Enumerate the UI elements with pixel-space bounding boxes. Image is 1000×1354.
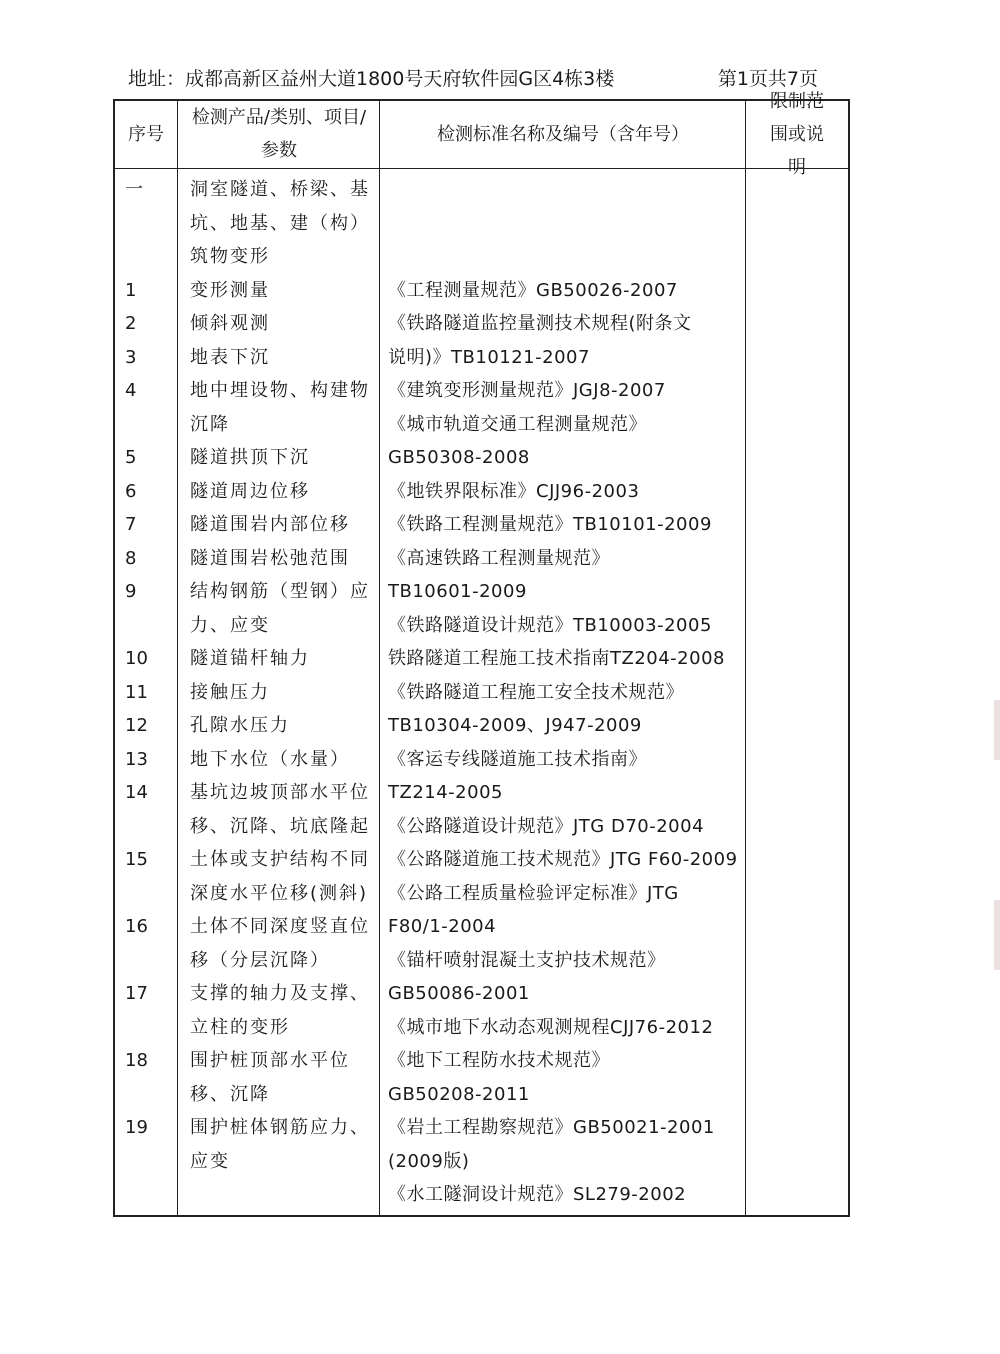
row-item: 隧道拱顶下沉 bbox=[190, 447, 310, 468]
row-standard: 说明)》TB10121-2007 bbox=[388, 346, 590, 368]
standards-table bbox=[113, 90, 850, 1217]
scan-artifact bbox=[994, 900, 1000, 970]
row-item: 应变 bbox=[190, 1150, 230, 1172]
row-item: 隧道周边位移 bbox=[190, 480, 310, 502]
row-standard: (2009版) bbox=[388, 1150, 470, 1172]
row-item: 深度水平位移(测斜) bbox=[190, 882, 369, 904]
row-standard: 《公路工程质量检验评定标准》JTG bbox=[388, 882, 679, 904]
row-item: 隧道锚杆轴力 bbox=[190, 648, 310, 669]
row-standard: 铁路隧道工程施工技术指南TZ204-2008 bbox=[388, 648, 725, 669]
row-number: 7 bbox=[125, 514, 137, 535]
row-item: 立柱的变形 bbox=[190, 1016, 290, 1038]
row-number: 13 bbox=[125, 748, 148, 770]
row-standard: 《工程测量规范》GB50026-2007 bbox=[388, 279, 678, 301]
row-standard: 《地铁界限标准》CJJ96-2003 bbox=[388, 480, 640, 502]
row-standard: 《城市轨道交通工程测量规范》 bbox=[388, 413, 647, 435]
row-number: 10 bbox=[125, 648, 148, 669]
row-standard: F80/1-2004 bbox=[388, 916, 497, 937]
row-number: 2 bbox=[125, 313, 137, 334]
row-item: 隧道围岩内部位移 bbox=[190, 514, 350, 535]
row-number: 3 bbox=[125, 346, 137, 368]
row-number: 19 bbox=[125, 1117, 148, 1138]
row-item: 接触压力 bbox=[190, 681, 270, 703]
column-header-item: 检测产品/类别、项目/参数 bbox=[191, 107, 367, 161]
row-item: 筑物变形 bbox=[190, 246, 270, 267]
row-item: 力、应变 bbox=[190, 614, 270, 636]
row-item: 变形测量 bbox=[190, 279, 270, 301]
row-item: 坑、地基、建（构） bbox=[190, 212, 370, 234]
row-standard: TB10601-2009 bbox=[388, 581, 527, 602]
row-standard: 《水工隧洞设计规范》SL279-2002 bbox=[388, 1184, 687, 1205]
row-item: 倾斜观测 bbox=[190, 313, 270, 334]
row-standard: GB50208-2011 bbox=[388, 1083, 530, 1105]
column-header-number: 序号 bbox=[128, 123, 164, 145]
row-standard: 《地下工程防水技术规范》 bbox=[388, 1050, 610, 1071]
row-standard: 《锚杆喷射混凝土支护技术规范》 bbox=[388, 949, 666, 971]
row-item: 沉降 bbox=[190, 413, 230, 435]
row-item: 支撑的轴力及支撑、 bbox=[190, 983, 370, 1004]
row-standard: 《铁路隧道工程施工安全技术规范》 bbox=[388, 681, 684, 703]
row-number: 6 bbox=[125, 480, 137, 502]
row-number: 14 bbox=[125, 782, 148, 803]
row-item: 移（分层沉降） bbox=[190, 949, 330, 971]
row-item: 隧道围岩松弛范围 bbox=[190, 547, 350, 569]
row-item: 围护桩体钢筋应力、 bbox=[190, 1117, 370, 1138]
row-standard: TZ214-2005 bbox=[388, 782, 503, 803]
row-number: 15 bbox=[125, 849, 148, 870]
row-item: 土体不同深度竖直位 bbox=[190, 916, 370, 937]
row-standard: 《城市地下水动态观测规程CJJ76-2012 bbox=[388, 1016, 714, 1038]
column-header-limits: 限制范围或说明 bbox=[770, 90, 824, 178]
row-item: 地下水位（水量） bbox=[190, 748, 350, 770]
header-divider bbox=[115, 168, 848, 169]
row-number: 8 bbox=[125, 547, 137, 569]
row-item: 基坑边坡顶部水平位 bbox=[190, 782, 370, 803]
row-number: 1 bbox=[125, 279, 137, 301]
row-item: 结构钢筋（型钢）应 bbox=[190, 581, 370, 602]
row-standard: 《客运专线隧道施工技术指南》 bbox=[388, 748, 647, 770]
row-standard: GB50086-2001 bbox=[388, 983, 530, 1004]
page-header bbox=[128, 64, 818, 94]
row-standard: 《公路隧道设计规范》JTG D70-2004 bbox=[388, 815, 705, 837]
row-standard: 《铁路隧道设计规范》TB10003-2005 bbox=[388, 614, 712, 636]
row-standard: TB10304-2009、J947-2009 bbox=[388, 715, 642, 736]
row-number: 11 bbox=[125, 681, 148, 703]
row-standard: 《岩土工程勘察规范》GB50021-2001 bbox=[388, 1117, 715, 1138]
column-divider bbox=[745, 101, 746, 1215]
row-item: 移、沉降、坑底隆起 bbox=[190, 815, 370, 837]
row-number: 一 bbox=[125, 179, 143, 200]
row-number: 12 bbox=[125, 715, 148, 736]
row-item: 地表下沉 bbox=[190, 346, 270, 368]
row-standard: 《公路隧道施工技术规范》JTG F60-2009 bbox=[388, 849, 738, 870]
row-number: 17 bbox=[125, 983, 148, 1004]
address-text: 地址：成都高新区益州大道1800号天府软件园G区4栋3楼 bbox=[128, 68, 615, 90]
row-item: 地中埋设物、构建物 bbox=[190, 380, 370, 401]
row-standard: GB50308-2008 bbox=[388, 447, 530, 468]
column-header-standard: 检测标准名称及编号（含年号） bbox=[437, 123, 689, 145]
row-standard: 《铁路隧道监控量测技术规程(附条文 bbox=[388, 313, 692, 334]
row-standard: 《高速铁路工程测量规范》 bbox=[388, 547, 610, 569]
row-standard: 《建筑变形测量规范》JGJ8-2007 bbox=[388, 380, 666, 401]
row-number: 18 bbox=[125, 1050, 148, 1071]
row-item: 洞室隧道、桥梁、基 bbox=[190, 179, 370, 200]
row-number: 9 bbox=[125, 581, 137, 602]
row-number: 5 bbox=[125, 447, 137, 468]
scan-artifact bbox=[994, 700, 1000, 760]
row-item: 土体或支护结构不同 bbox=[190, 849, 370, 870]
column-divider bbox=[177, 101, 178, 1215]
column-divider bbox=[379, 101, 380, 1215]
row-item: 围护桩顶部水平位 bbox=[190, 1050, 350, 1071]
page-number: 第1页共7页 bbox=[717, 68, 818, 90]
row-number: 4 bbox=[125, 380, 137, 401]
row-number: 16 bbox=[125, 916, 148, 937]
row-item: 移、沉降 bbox=[190, 1083, 270, 1105]
row-standard: 《铁路工程测量规范》TB10101-2009 bbox=[388, 514, 712, 535]
row-item: 孔隙水压力 bbox=[190, 715, 290, 736]
